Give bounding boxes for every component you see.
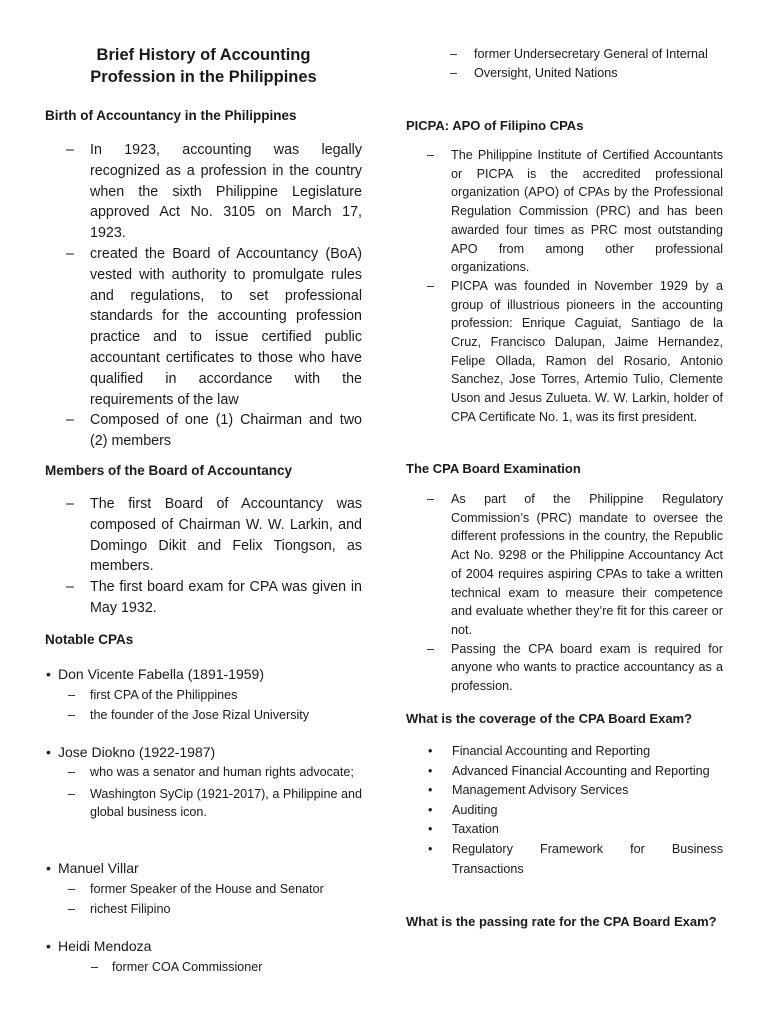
list-item: – the founder of the Jose Rizal University [45,705,362,725]
coverage-list [406,742,723,879]
list-item: – The Philippine Institute of Certified Accountants or PICPA is the accredited professional organization (APO) of CPAs by the Professional Regulation Commission (PRC) and has been awarded four times as PRC most outstanding APO from among other professional organizations. [406,146,723,277]
heading-passing-rate: What is the passing rate for the CPA Board Exam? [406,914,717,929]
list-item: – richest Filipino [45,899,362,919]
list-item: – former COA Commissioner [45,957,362,977]
exam-list [406,490,723,696]
page-title [45,44,362,88]
list-item: – former Speaker of the House and Senator [45,879,362,899]
list-item: – Oversight, United Nations [405,64,723,83]
list-item: • Financial Accounting and Reporting [406,742,723,762]
person-mendoza: • Heidi Mendoza [46,938,152,954]
list-item: – Passing the CPA board exam is required for anyone who wants to practice accountancy as a profession. [406,640,723,696]
list-item: • Auditing [406,801,723,821]
list-item: – In 1923, accounting was legally recognized as a profession in the country when the sixth Philippine Legislature approved Act No. 3105 on March 17, 1923. [45,140,362,244]
mendoza-notes [45,957,362,977]
heading-picpa: PICPA: APO of Filipino CPAs [406,118,584,133]
list-item: – As part of the Philippine Regulatory Commission’s (PRC) mandate to oversee the different professions in the country, the Republic Act No. 9298 or the Philippine Accountancy Act of 2004 requires aspiring CPAs to take a written technical exam to measure their competence and evaluate whether they’re fit for this career or not. [406,490,723,640]
list-item: • Advanced Financial Accounting and Reporting [406,762,723,782]
birth-list [45,140,362,452]
list-item: • Regulatory Framework for Business Transactions [406,840,723,879]
heading-exam: The CPA Board Examination [406,461,581,476]
title-line-1: Brief History of Accounting [96,46,311,64]
picpa-list [406,146,723,427]
person-name: Don Vicente Fabella (1891-1959) [58,666,264,682]
list-item: • Management Advisory Services [406,781,723,801]
person-name: Jose Diokno (1922-1987) [58,744,216,760]
heading-notable: Notable CPAs [45,632,134,647]
person-villar: • Manuel Villar [46,860,139,876]
list-item: – first CPA of the Philippines [45,685,362,705]
person-name: Heidi Mendoza [58,938,152,954]
heading-members: Members of the Board of Accountancy [45,463,293,478]
list-item: – created the Board of Accountancy (BoA) vested with authority to promulgate rules and regulations, to set professional standards for the accounting profession practice and to issue certified public accountant certificates to those who have qualified in accordance with the requirements of the law [45,244,362,410]
list-item: – The first Board of Accountancy was composed of Chairman W. W. Larkin, and Domingo Dikit and Felix Tiongson, as members. [45,494,362,577]
list-item: – PICPA was founded in November 1929 by a group of illustrious pioneers in the accounting profession: Enrique Caguiat, Santiago de la Cruz, Francisco Dalupan, Jaime Hernandez, Felipe Ollada, Ramon del Rosario, Antonio Sanchez, Jose Torres, Artemio Tulio, Clemente Uson and Jesus Zulueta. W. W. Larkin, holder of CPA Certificate No. 1, was its first president. [406,277,723,427]
heading-coverage: What is the coverage of the CPA Board Exam? [406,711,693,726]
members-list [45,494,362,619]
continued-notes [405,45,723,83]
list-item: – The first board exam for CPA was given in May 1932. [45,577,362,619]
list-item: – Washington SyCip (1921-2017), a Philippine and global business icon. [45,785,362,822]
diokno-notes [45,763,362,822]
list-item: – who was a senator and human rights advocate; [45,763,362,785]
title-line-2: Profession in the Philippines [90,68,317,86]
villar-notes [45,879,362,919]
fabella-notes [45,685,362,725]
heading-birth: Birth of Accountancy in the Philippines [45,108,297,123]
list-item: – former Undersecretary General of Internal [405,45,723,64]
person-name: Manuel Villar [58,860,139,876]
person-diokno: • Jose Diokno (1922-1987) [46,744,216,760]
person-fabella: • Don Vicente Fabella (1891-1959) [46,666,264,682]
list-item: • Taxation [406,820,723,840]
list-item: – Composed of one (1) Chairman and two (2) members [45,410,362,452]
